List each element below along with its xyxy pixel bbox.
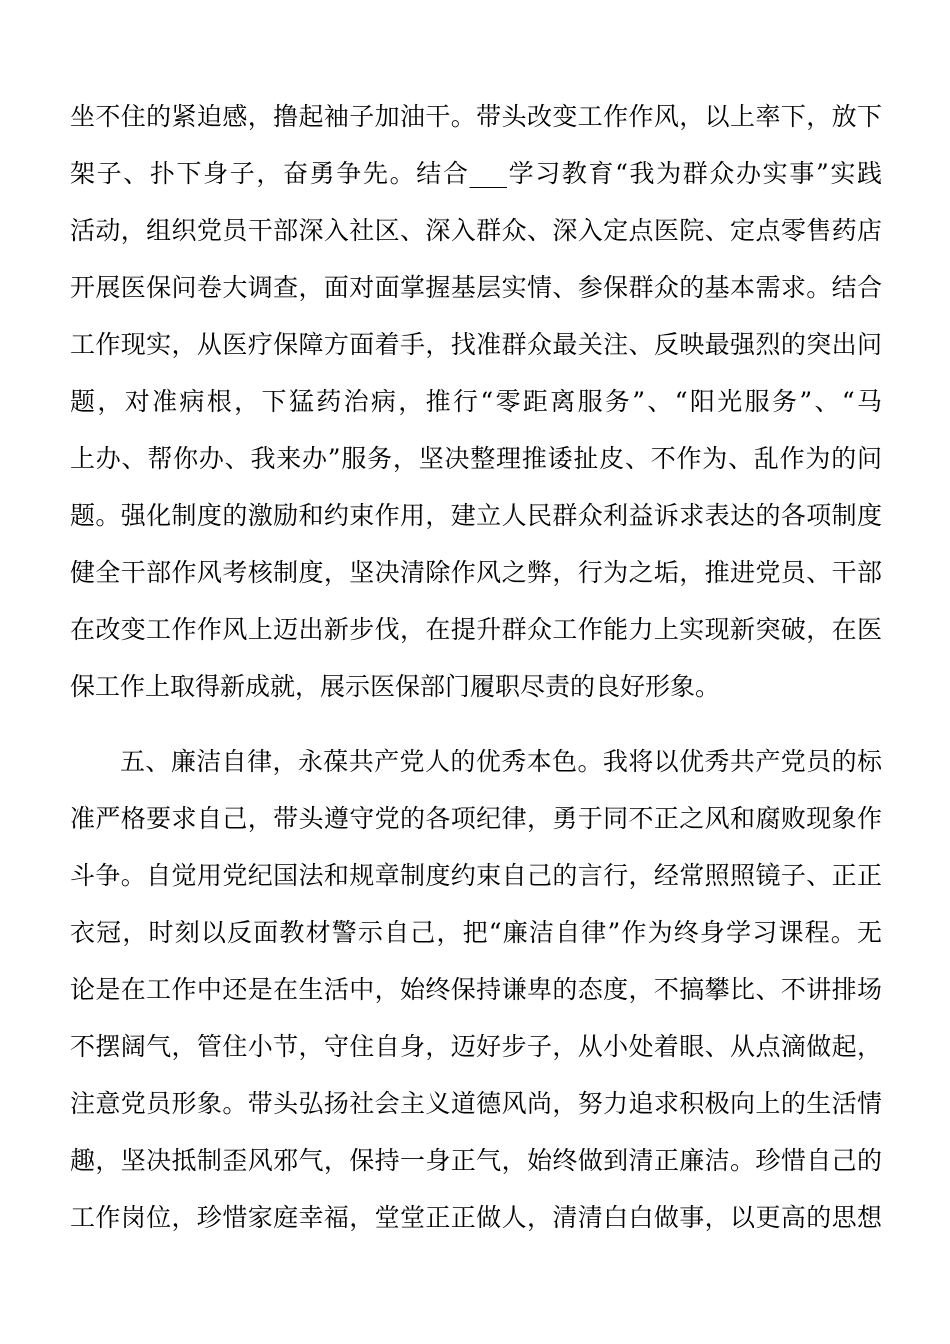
text-line: 坐不住的紧迫感，撸起袖子加油干。带头改变工作作风，以上率下，放下 <box>70 102 882 131</box>
text-line: 保工作上取得新成就，展示医保部门履职尽责的良好形象。 <box>70 672 721 701</box>
text-line: 活动，组织党员干部深入社区、深入群众、深入定点医院、定点零售药店 <box>70 216 882 245</box>
text-line: 上办、帮你办、我来办”服务，坚决整理推诿扯皮、不作为、乱作为的问 <box>70 444 882 473</box>
text-line: 工作岗位，珍惜家庭幸福，堂堂正正做人，清清白白做事，以更高的思想 <box>70 1203 882 1232</box>
text-line: 开展医保问卷大调查，面对面掌握基层实情、参保群众的基本需求。结合 <box>70 273 882 302</box>
document-page <box>70 88 882 1246</box>
paragraph-2 <box>70 733 882 1246</box>
text-line: 题，对准病根，下猛药治病，推行“零距离服务”、“阳光服务”、“马 <box>70 387 882 416</box>
paragraph-1 <box>70 88 882 715</box>
text-line: 不摆阔气，管住小节，守住自身，迈好步子，从小处着眼、从点滴做起， <box>70 1032 882 1061</box>
text-line: 工作现实，从医疗保障方面着手，找准群众最关注、反映最强烈的突出问 <box>70 330 882 359</box>
text-line: 斗争。自觉用党纪国法和规章制度约束自己的言行，经常照照镜子、正正 <box>70 861 882 890</box>
text-line: 衣冠，时刻以反面教材警示自己，把“廉洁自律”作为终身学习课程。无 <box>70 918 882 947</box>
paragraph-gap <box>70 715 882 733</box>
text-line: 准严格要求自己，带头遵守党的各项纪律，勇于同不正之风和腐败现象作 <box>70 804 882 833</box>
text-line: 趣，坚决抵制歪风邪气，保持一身正气，始终做到清正廉洁。珍惜自己的 <box>70 1146 882 1175</box>
text-line: 注意党员形象。带头弘扬社会主义道德风尚，努力追求积极向上的生活情 <box>70 1089 882 1118</box>
text-line: 论是在工作中还是在生活中，始终保持谦卑的态度，不搞攀比、不讲排场 <box>70 975 882 1004</box>
text-line: 架子、扑下身子，奋勇争先。结合___学习教育“我为群众办实事”实践 <box>70 159 882 188</box>
text-line: 在改变工作作风上迈出新步伐，在提升群众工作能力上实现新突破，在医 <box>70 615 882 644</box>
text-line: 题。强化制度的激励和约束作用，建立人民群众利益诉求表达的各项制度 <box>70 501 882 530</box>
text-line: 五、廉洁自律，永葆共产党人的优秀本色。我将以优秀共产党员的标 <box>120 747 882 776</box>
text-line: 健全干部作风考核制度，坚决清除作风之弊，行为之垢，推进党员、干部 <box>70 558 882 587</box>
